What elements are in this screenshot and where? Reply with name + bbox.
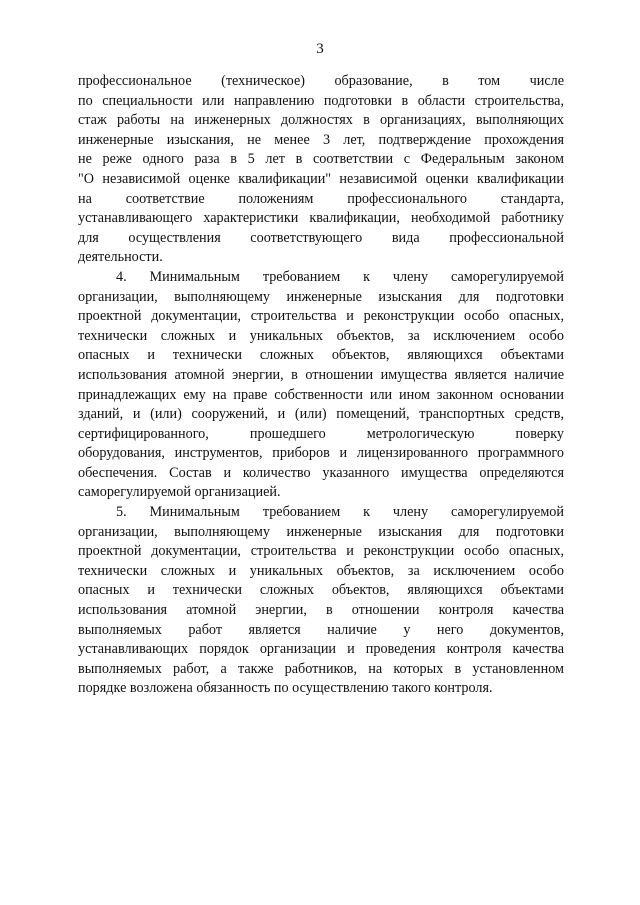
page-number: 3 (316, 41, 324, 57)
text-line: технически сложных и уникальных объектов, за исключением особо (78, 562, 564, 579)
text-line: проектной документации, строительства и реконструкции особо опасных, (78, 308, 564, 325)
text-line: выполняемых работ, а также работников, на которых в установленном (78, 660, 564, 677)
text-line: технически сложных и уникальных объектов, за исключением особо (78, 327, 564, 344)
text-line: 4. Минимальным требованием к члену саморегулируемой (116, 268, 564, 285)
text-line: использования атомной энергии, в отношении имущества является наличие (78, 366, 564, 383)
text-line: организации, выполняющему инженерные изыскания для подготовки (78, 288, 564, 305)
text-line: не реже одного раза в 5 лет в соответствии с Федеральным законом (78, 151, 564, 168)
text-line: обеспечения. Состав и количество указанного имущества определяются (78, 464, 564, 481)
text-line: использования атомной энергии, в отношении контроля качества (78, 602, 564, 619)
text-line: опасных и технически сложных объектов, являющихся объектами (78, 347, 564, 364)
text-line: порядке возложена обязанность по осуществлению такого контроля. (78, 680, 493, 697)
text-line: 5. Минимальным требованием к члену саморегулируемой (116, 504, 564, 521)
text-line: проектной документации, строительства и реконструкции особо опасных, (78, 543, 564, 560)
paragraph-item-4 (78, 268, 564, 503)
text-line: инженерные изыскания, не менее 3 лет, подтверждение прохождения (78, 131, 564, 148)
text-line: "О независимой оценке квалификации" независимой оценки квалификации (78, 170, 564, 187)
text-line: устанавливающих порядок организации и проведения контроля качества (78, 641, 564, 658)
text-line: опасных и технически сложных объектов, являющихся объектами (78, 582, 564, 599)
text-line: оборудования, инструментов, приборов и лицензированного программного (78, 445, 564, 462)
text-line: по специальности или направлению подготовки в области строительства, (78, 92, 564, 109)
paragraph-continuation (78, 72, 564, 268)
text-line: принадлежащих ему на праве собственности или ином законном основании (78, 386, 564, 403)
text-line: устанавливающего характеристики квалификации, необходимой работнику (78, 210, 564, 227)
document-body (78, 72, 564, 699)
text-line: выполняемых работ является наличие у него документов, (78, 621, 564, 638)
text-line: зданий, и (или) сооружений, и (или) помещений, транспортных средств, (78, 406, 564, 423)
text-line: на соответствие положениям профессионального стандарта, (78, 190, 564, 207)
text-line: профессиональное (техническое) образование, в том числе (78, 73, 564, 89)
text-line: стаж работы на инженерных должностях в организациях, выполняющих (78, 112, 564, 129)
text-line: сертифицированного, прошедшего метрологическую поверку (78, 425, 564, 442)
text-line: саморегулируемой организацией. (78, 484, 281, 501)
text-line: деятельности. (78, 249, 163, 266)
paragraph-item-5 (78, 503, 564, 699)
text-line: для осуществления соответствующего вида профессиональной (78, 229, 564, 246)
text-line: организации, выполняющему инженерные изыскания для подготовки (78, 523, 564, 540)
